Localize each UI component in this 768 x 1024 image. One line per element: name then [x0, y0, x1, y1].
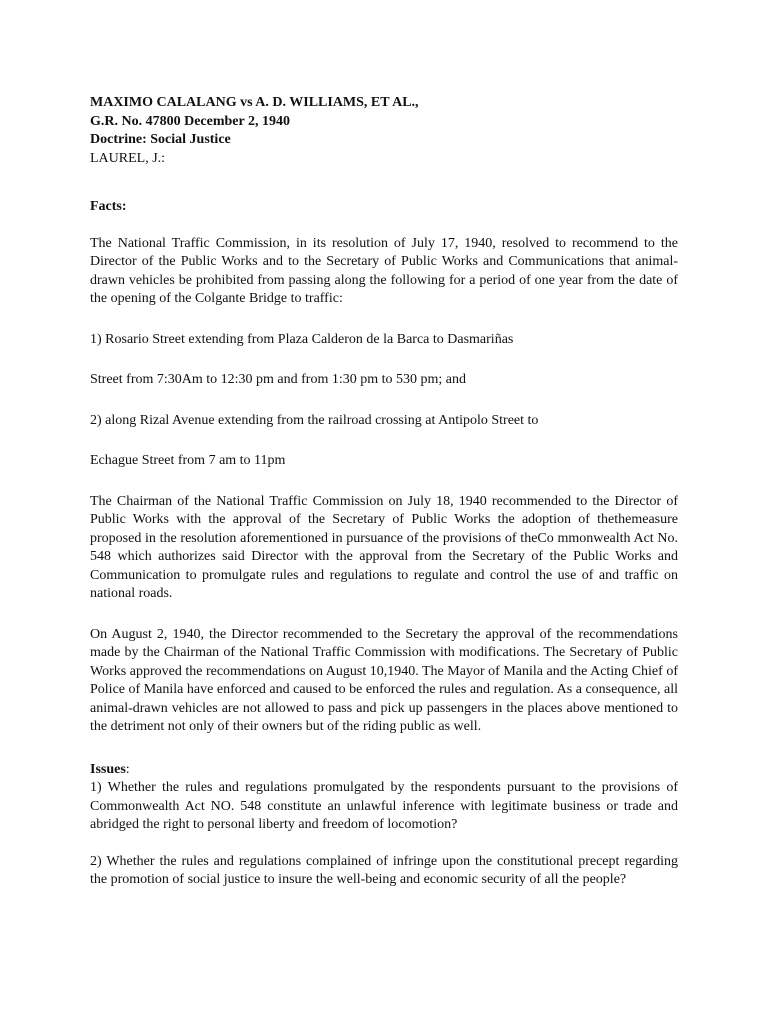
issue-2: 2) Whether the rules and regulations complained of infringe upon the constitutional precept regarding the promotion of social justice to insure the well-being and economic security of all the people?	[90, 853, 678, 887]
facts-paragraph-1: The National Traffic Commission, in its resolution of July 17, 1940, resolved to recommend to the Director of the Public Works and to the Secretary of Public Works and Communications that animal-drawn vehicles be prohibited from passing along the following for a period of one year from the date of the opening of the Colgante Bridge to traffic:	[90, 235, 678, 306]
facts-item-2: 2) along Rizal Avenue extending from the railroad crossing at Antipolo Street to	[90, 412, 539, 428]
facts-item-1: 1) Rosario Street extending from Plaza Calderon de la Barca to Dasmariñas	[90, 331, 514, 347]
doctrine-line: Doctrine: Social Justice	[90, 132, 231, 147]
issues-heading-colon: :	[125, 761, 130, 777]
facts-heading: Facts:	[90, 199, 127, 214]
gr-number-line: G.R. No. 47800 December 2, 1940	[90, 113, 290, 129]
facts-item-2-continuation: Echague Street from 7 am to 11pm	[90, 453, 286, 468]
facts-paragraph-3: On August 2, 1940, the Director recommended to the Secretary the approval of the recommendations made by the Chairman of the National Traffic Commission with modifications. The Secretary of Public Works approved the recommendations on August 10,1940. The Mayor of Manila and the Acting Chief of Police of Manila have enforced and caused to be enforced the rules and regulation. As a consequence, all animal-drawn vehicles are not allowed to pass and pick up passengers in the places above mentioned to the detriment not only of their owners but of the riding public as well.	[90, 626, 678, 734]
issues-heading-line	[90, 761, 678, 780]
ponente-line: LAUREL, J.:	[90, 150, 166, 166]
facts-paragraph-2: The Chairman of the National Traffic Commission on July 18, 1940 recommended to the Director of Public Works with the approval of the Secretary of Public Works the adoption of thethemeasure proposed in the resolution aforementioned in pursuance of the provisions of theCo mmonwealth Act No. 548 which authorizes said Director with the approval from the Secretary of the Public Works and Communication to promulgate rules and regulations to regulate and control the use of and traffic on national roads.	[90, 493, 678, 601]
case-title: MAXIMO CALALANG vs A. D. WILLIAMS, ET AL.,	[90, 95, 419, 110]
facts-item-1-continuation: Street from 7:30Am to 12:30 pm and from 1:30 pm to 530 pm; and	[90, 372, 467, 387]
issue-1: 1) Whether the rules and regulations promulgated by the respondents pursuant to the provisions of Commonwealth Act NO. 548 constitute an unlawful inference with legitimate business or trade and abridged the right to personal liberty and freedom of locomotion?	[90, 780, 678, 832]
issues-heading: Issues	[90, 761, 126, 777]
